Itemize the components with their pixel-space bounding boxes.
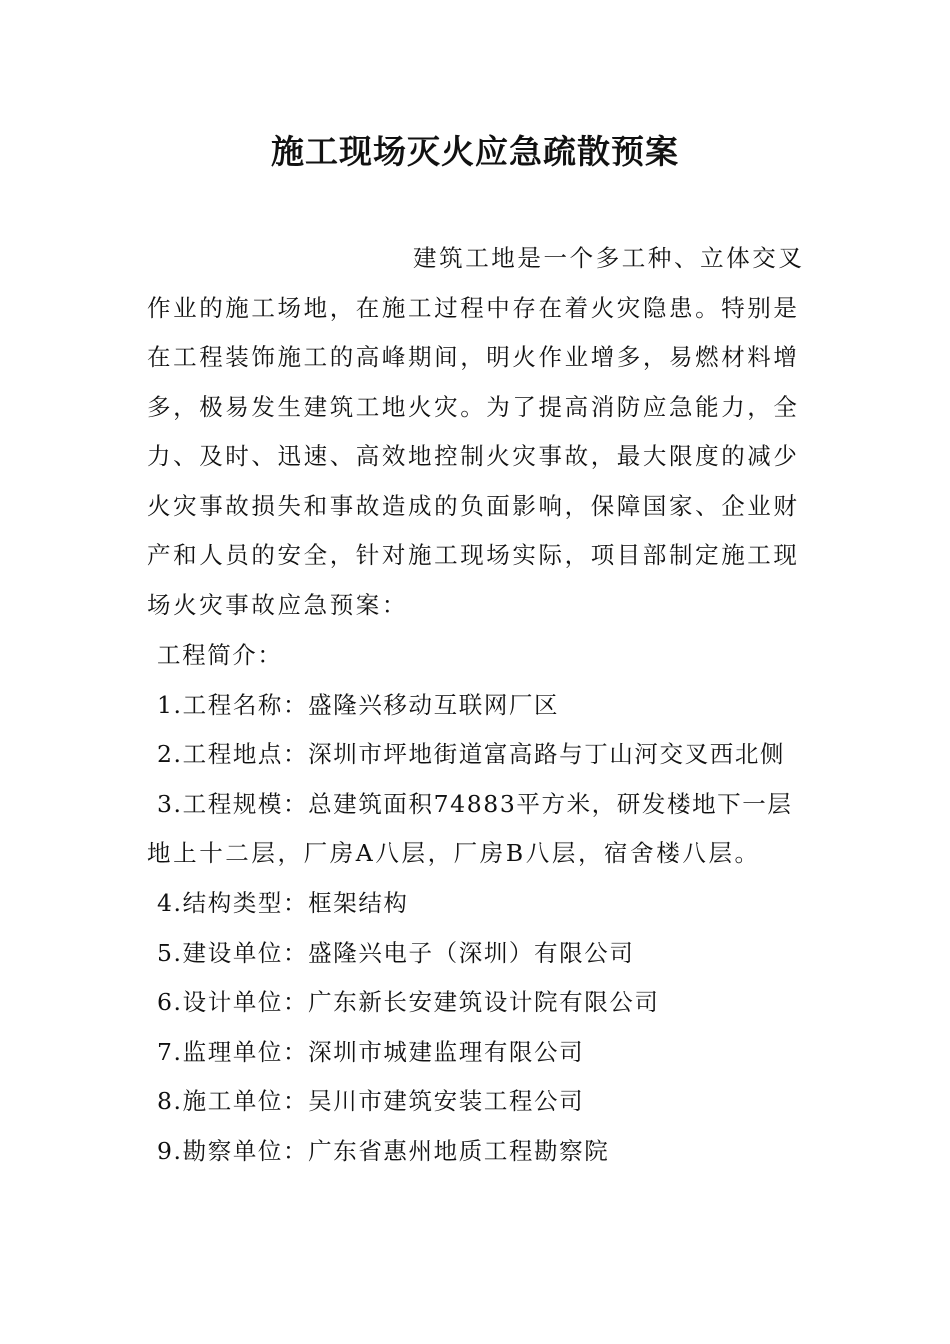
intro-line: 力、及时、迅速、高效地控制火灾事故，最大限度的减少 (147, 442, 800, 470)
list-item-continuation: 地上十二层，厂房A八层，厂房B八层，宿舍楼八层。 (147, 839, 761, 867)
list-item: 3.工程规模：总建筑面积74883平方米，研发楼地下一层 (157, 790, 793, 818)
intro-line: 多，极易发生建筑工地火灾。为了提高消防应急能力，全 (147, 393, 800, 421)
intro-line: 产和人员的安全，针对施工现场实际，项目部制定施工现 (147, 541, 800, 569)
document-title: 施工现场灭火应急疏散预案 (271, 132, 679, 171)
intro-line: 火灾事故损失和事故造成的负面影响，保障国家、企业财 (147, 492, 800, 520)
list-item: 1.工程名称：盛隆兴移动互联网厂区 (157, 691, 560, 719)
intro-line: 建筑工地是一个多工种、立体交叉 (413, 244, 805, 272)
list-item: 5.建设单位：盛隆兴电子（深圳）有限公司 (157, 939, 635, 967)
intro-line: 在工程装饰施工的高峰期间，明火作业增多，易燃材料增 (147, 343, 800, 371)
list-item: 9.勘察单位：广东省惠州地质工程勘察院 (157, 1137, 610, 1165)
list-item: 2.工程地点：深圳市坪地街道富高路与丁山河交叉西北侧 (157, 740, 786, 768)
list-item: 8.施工单位：吴川市建筑安装工程公司 (157, 1087, 585, 1115)
overview-heading: 工程简介： (157, 641, 283, 669)
list-item: 6.设计单位：广东新长安建筑设计院有限公司 (157, 988, 660, 1016)
list-item: 4.结构类型：框架结构 (157, 889, 409, 917)
intro-line: 场火灾事故应急预案： (147, 591, 408, 619)
intro-line: 作业的施工场地，在施工过程中存在着火灾隐患。特别是 (147, 294, 800, 322)
list-item: 7.监理单位：深圳市城建监理有限公司 (157, 1038, 585, 1066)
